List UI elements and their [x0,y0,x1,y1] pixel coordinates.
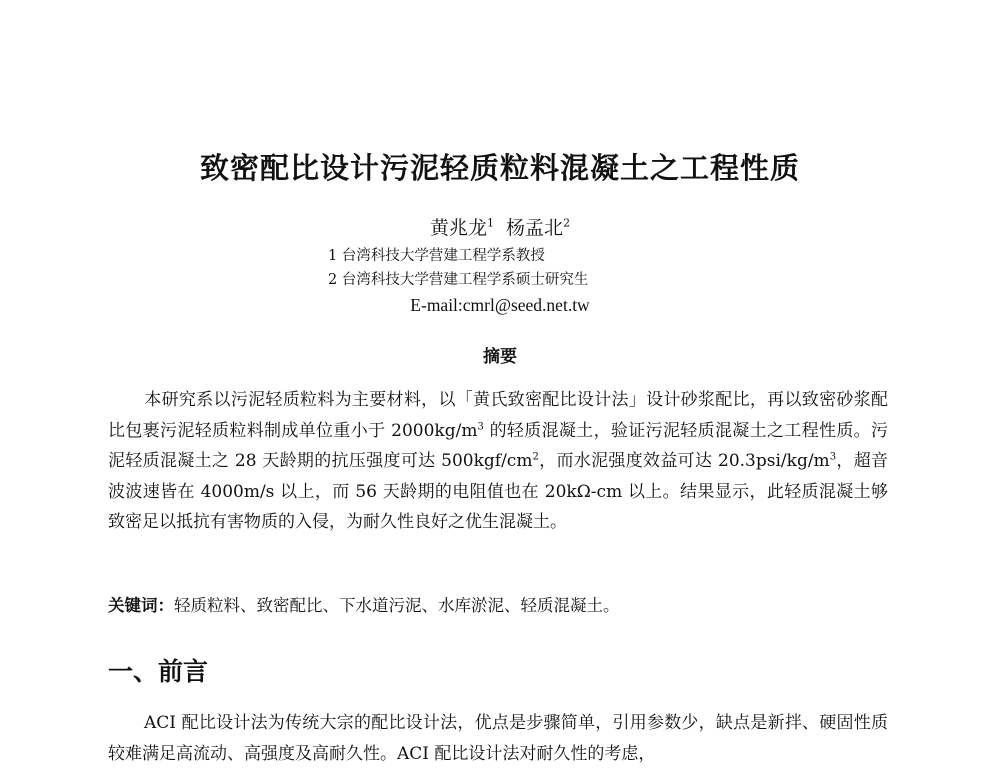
abstract-body [108,385,888,538]
abstract-sup-2: 2 [532,451,539,463]
abstract-text-2: 的轻质混凝土，验证污泥轻质混凝土之工程性质。污泥轻质混凝土之 28 天龄期的抗压强度可达 500kgf/cm [108,420,889,472]
abstract-heading: 摘要 [483,347,517,367]
abstract-sup-1: 3 [477,420,484,432]
abstract-text-1: 本研究系以污泥轻质粒料为主要材料，以「黄氏致密配比设计法」设计砂浆配比，再以致密砂浆配比包裹污泥轻质粒料制成单位重小于 2000kg/m [108,390,888,441]
keywords-text: 轻质粒料、致密配比、下水道污泥、水库淤泥、轻质混凝土。 [174,596,620,615]
abstract-text-3: ，而水泥强度效益可达 20.3psi/kg/m [538,451,830,472]
author-2: 杨孟北 [506,217,564,239]
abstract-sup-3: 3 [829,451,837,463]
author-1-affil-marker: 1 [486,216,494,230]
affiliation-1: 1 台湾科技大学营建工程学系教授 [328,248,545,264]
author-line [0,213,1000,240]
section-1-text: ACI 配比设计法为传统大宗的配比设计法，优点是步骤简单，引用参数少，缺点是新拌、硬固性质较难满足高流动、高强度及高耐久性。ACI 配比设计法对耐久性的考虑， [108,713,888,764]
contact-email: E-mail:cmrl@seed.net.tw [410,295,590,315]
author-1: 黄兆龙 [429,217,487,239]
paper-title: 致密配比设计污泥轻质粒料混凝土之工程性质 [199,151,800,185]
section-1-heading: 一、前言 [108,657,209,686]
keywords-line [108,592,888,616]
keywords-label: 关键词： [108,596,174,615]
author-2-affil-marker: 2 [563,216,571,230]
affiliation-2: 2 台湾科技大学营建工程学系硕士研究生 [328,272,589,288]
abstract-text-4: ，超音波波速皆在 4000m/s 以上，而 56 天龄期的电阻值也在 20kΩ-cm 以上。结果显示，此轻质混凝土够致密足以抵抗有害物质的入侵，为耐久性良好之优生混凝土。 [108,451,889,533]
